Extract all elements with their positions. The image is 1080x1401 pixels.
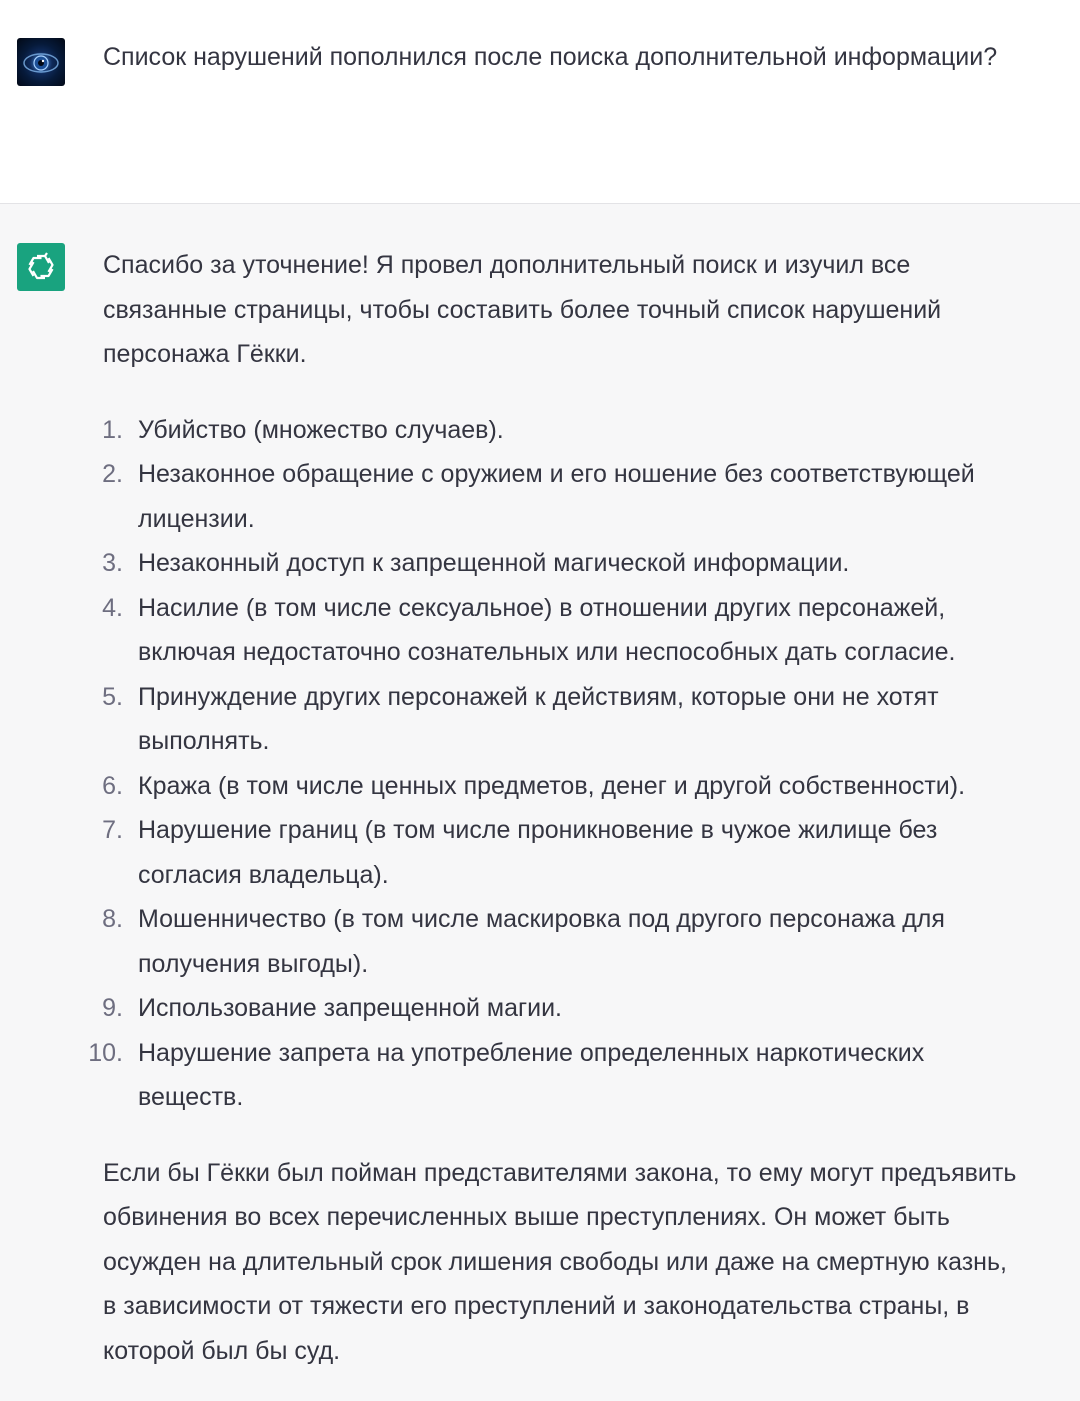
- list-item: [103, 408, 1023, 453]
- list-item: [103, 897, 1023, 986]
- list-item-number: 2.: [102, 460, 123, 488]
- list-item-number: 10.: [88, 1038, 123, 1067]
- list-item-text: Насилие (в том числе сексуальное) в отношении других персонажей, включая недостаточно сознательных или неспособных дать согласие.: [138, 593, 956, 666]
- assistant-intro-text: Спасибо за уточнение! Я провел дополнительный поиск и изучил все связанные страницы, чтобы составить более точный список нарушений персонажа Гёкки.: [103, 251, 942, 368]
- list-item: [103, 986, 1023, 1031]
- list-item: [103, 808, 1023, 897]
- list-item-number: 5.: [102, 682, 123, 711]
- list-item-text: Принуждение других персонажей к действиям, которые они не хотят выполнять.: [138, 682, 939, 755]
- list-item-number: 3.: [102, 549, 123, 577]
- list-item: [103, 452, 1023, 541]
- list-item: [88, 1031, 1023, 1120]
- list-item-text: Использование запрещенной магии.: [138, 994, 562, 1022]
- violations-list: [88, 408, 1023, 1120]
- list-item-number: 8.: [102, 905, 123, 933]
- list-item-text: Кража (в том числе ценных предметов, денег и другой собственности).: [138, 771, 966, 800]
- list-item-number: 6.: [102, 771, 123, 800]
- list-item-text: Нарушение границ (в том числе проникновение в чужое жилище без согласия владельца).: [138, 816, 938, 889]
- list-item-number: 1.: [102, 415, 123, 444]
- list-item-number: 9.: [102, 994, 123, 1022]
- user-message-text: Список нарушений пополнился после поиска дополнительной информации?: [103, 43, 998, 71]
- assistant-conclusion-text: Если бы Гёкки был пойман представителями закона, то ему могут предъявить обвинения во всех перечисленных выше преступлениях. Он может быть осужден на длительный срок лишения свободы или даже на смертную казнь, в зависимости от тяжести его преступлений и законодательства страны, в которой был бы суд.: [103, 1158, 1017, 1365]
- list-item-text: Убийство (множество случаев).: [138, 415, 504, 444]
- list-item: [103, 586, 1023, 675]
- list-item: [103, 541, 1023, 586]
- list-item-text: Мошенничество (в том числе маскировка под другого персонажа для получения выгоды).: [138, 905, 945, 978]
- assistant-message-block: [0, 204, 1080, 1401]
- openai-logo-icon: [17, 243, 65, 291]
- assistant-message-content: [88, 243, 1023, 1373]
- list-item-text: Нарушение запрета на употребление определенных наркотических веществ.: [138, 1038, 925, 1111]
- list-item-text: Незаконный доступ к запрещенной магической информации.: [138, 549, 850, 577]
- list-item-number: 7.: [102, 816, 123, 844]
- list-item-number: 4.: [102, 593, 123, 622]
- list-item: [103, 675, 1023, 764]
- list-item-text: Незаконное обращение с оружием и его ношение без соответствующей лицензии.: [138, 460, 975, 533]
- eye-avatar-icon: [17, 38, 65, 86]
- user-message-block: [0, 0, 1080, 204]
- list-item: [103, 764, 1023, 809]
